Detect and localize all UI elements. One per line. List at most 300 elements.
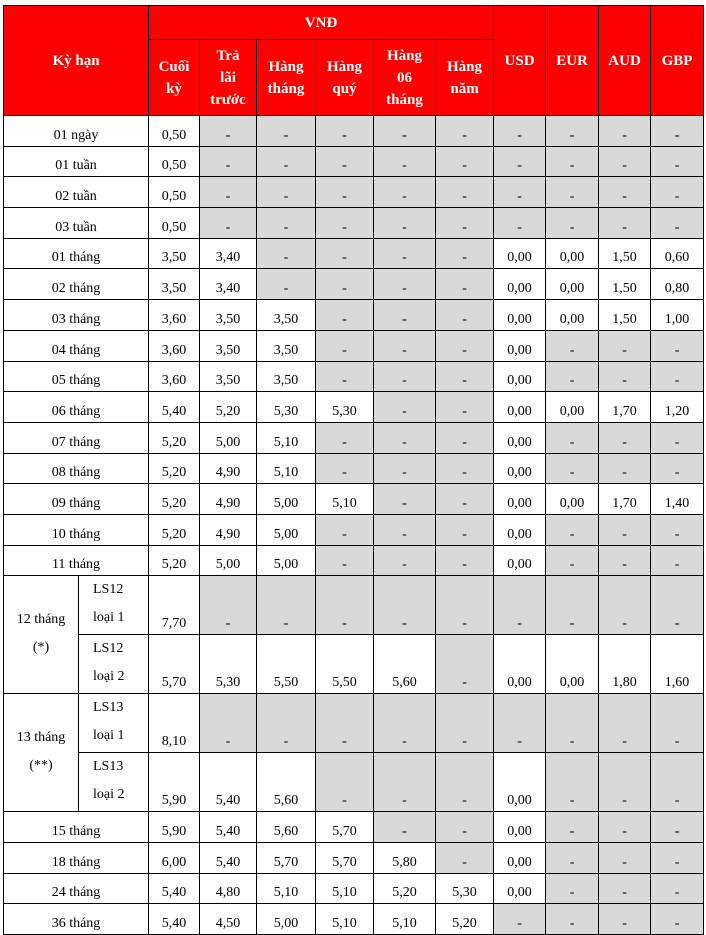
rate-cell: - (599, 904, 651, 935)
rate-cell: - (436, 453, 494, 484)
rate-cell: - (374, 361, 436, 392)
rate-cell: - (546, 422, 599, 453)
rate-cell: 5,20 (200, 392, 257, 423)
rate-cell: - (494, 694, 546, 753)
table-header (4, 6, 704, 116)
rate-cell: - (651, 116, 704, 147)
rate-cell: 5,90 (149, 812, 200, 843)
rate-cell: - (374, 269, 436, 300)
rate-cell: - (316, 576, 374, 635)
rate-cell: 1,50 (599, 300, 651, 331)
rate-cell: 5,70 (316, 812, 374, 843)
rate-cell: - (651, 753, 704, 812)
rate-cell: - (494, 146, 546, 177)
rate-cell: - (599, 576, 651, 635)
rate-cell: 1,20 (651, 392, 704, 423)
header-line: Hàng (327, 58, 363, 75)
rate-cell: 6,00 (149, 843, 200, 874)
rate-cell: 0,00 (494, 392, 546, 423)
header-vnd: VNĐ (149, 6, 494, 40)
rate-cell: - (436, 753, 494, 812)
rate-cell: - (257, 208, 316, 239)
rate-cell: - (546, 904, 599, 935)
rate-cell: 5,40 (200, 843, 257, 874)
term-cell: 11 tháng (4, 545, 149, 576)
rate-cell: - (374, 484, 436, 515)
rate-cell: - (599, 361, 651, 392)
rate-cell: - (374, 300, 436, 331)
rate-cell: - (651, 843, 704, 874)
header-vnd-col (436, 40, 494, 116)
rate-cell: 0,00 (494, 453, 546, 484)
rate-cell: - (546, 843, 599, 874)
rate-cell: - (374, 545, 436, 576)
rate-cell: - (599, 422, 651, 453)
header-line: tháng (267, 80, 305, 97)
rate-cell: - (316, 300, 374, 331)
rate-cell: 5,50 (316, 635, 374, 694)
rate-cell: - (257, 694, 316, 753)
term-cell: 02 tuần (4, 177, 149, 208)
rate-cell: 5,20 (149, 484, 200, 515)
rate-cell: 0,50 (149, 208, 200, 239)
rate-cell: 3,50 (257, 300, 316, 331)
rate-cell: - (651, 514, 704, 545)
term-cell: 09 tháng (4, 484, 149, 515)
rate-cell: - (599, 453, 651, 484)
group-term-line: 12 tháng (16, 611, 66, 627)
rate-cell: - (436, 484, 494, 515)
rate-cell: - (374, 146, 436, 177)
rate-cell: - (436, 514, 494, 545)
rate-cell: 5,70 (257, 843, 316, 874)
rate-cell: 5,00 (257, 545, 316, 576)
rate-cell: - (200, 177, 257, 208)
rate-cell: 5,30 (316, 392, 374, 423)
rate-cell: 3,50 (200, 361, 257, 392)
sub-term-line: LS12 (93, 641, 124, 657)
term-cell: 18 tháng (4, 843, 149, 874)
table-row (4, 269, 704, 300)
rate-cell: 4,90 (200, 514, 257, 545)
rate-cell: 1,60 (651, 635, 704, 694)
rate-cell: - (374, 208, 436, 239)
term-cell: 07 tháng (4, 422, 149, 453)
table-row (4, 208, 704, 239)
rate-cell: 4,90 (200, 453, 257, 484)
header-line: Hàng (268, 58, 304, 75)
rate-cell: - (257, 269, 316, 300)
rate-cell: - (546, 514, 599, 545)
rate-cell: 0,00 (494, 361, 546, 392)
rate-cell: - (546, 146, 599, 177)
rate-cell: 0,00 (494, 422, 546, 453)
rate-cell: 5,80 (374, 843, 436, 874)
header-line: 06 (397, 69, 413, 86)
table-row (4, 422, 704, 453)
rate-cell: - (599, 812, 651, 843)
table-row (4, 330, 704, 361)
rate-cell: - (651, 330, 704, 361)
rate-cell: - (436, 146, 494, 177)
header-line: Hàng (387, 47, 423, 64)
rate-cell: 5,40 (149, 904, 200, 935)
rate-cell: - (436, 545, 494, 576)
rate-cell: 5,40 (200, 753, 257, 812)
rate-cell: 4,80 (200, 873, 257, 904)
rate-cell: - (374, 392, 436, 423)
rate-cell: - (546, 545, 599, 576)
rate-cell: 1,00 (651, 300, 704, 331)
rate-cell: - (546, 753, 599, 812)
rate-cell: - (200, 146, 257, 177)
rate-cell: 1,70 (599, 484, 651, 515)
rate-cell: - (546, 694, 599, 753)
rate-cell: - (374, 238, 436, 269)
term-cell: 24 tháng (4, 873, 149, 904)
term-cell: 05 tháng (4, 361, 149, 392)
rate-cell: 7,70 (149, 576, 200, 635)
rate-cell: - (546, 453, 599, 484)
rate-cell: - (436, 635, 494, 694)
header-line: Trả (216, 47, 240, 64)
term-cell: 10 tháng (4, 514, 149, 545)
rate-cell: - (374, 453, 436, 484)
rate-cell: 0,00 (494, 812, 546, 843)
sub-term-cell (79, 635, 149, 694)
rate-cell: - (651, 873, 704, 904)
term-cell: 06 tháng (4, 392, 149, 423)
rate-cell: 1,70 (599, 392, 651, 423)
rate-cell: - (436, 843, 494, 874)
rate-cell: 5,70 (316, 843, 374, 874)
rate-cell: 5,90 (149, 753, 200, 812)
rate-cell: 3,50 (200, 300, 257, 331)
rate-cell: - (546, 812, 599, 843)
rate-cell: 5,60 (374, 635, 436, 694)
table-row (4, 300, 704, 331)
rate-cell: 5,50 (257, 635, 316, 694)
sub-term-line: LS13 (93, 759, 124, 775)
rate-cell: - (651, 812, 704, 843)
rate-cell: 5,40 (149, 392, 200, 423)
term-cell: 01 tháng (4, 238, 149, 269)
rate-cell: 0,00 (546, 484, 599, 515)
sub-term-cell (79, 576, 149, 635)
rate-cell: - (374, 422, 436, 453)
rate-cell: 0,00 (494, 753, 546, 812)
term-cell: 04 tháng (4, 330, 149, 361)
rate-cell: - (374, 753, 436, 812)
group-term-line: (*) (32, 639, 50, 655)
table-row (4, 392, 704, 423)
rate-cell: - (436, 576, 494, 635)
rate-cell: - (316, 545, 374, 576)
table-row (4, 635, 704, 694)
sub-term-line: loại 1 (93, 610, 125, 626)
sub-term-line: loại 2 (93, 669, 125, 685)
group-term-line: 13 tháng (16, 729, 66, 745)
rate-cell: - (494, 116, 546, 147)
rate-cell: - (494, 576, 546, 635)
rate-cell: - (316, 694, 374, 753)
rate-cell: - (651, 576, 704, 635)
header-line: lãi (220, 69, 236, 86)
rate-cell: - (200, 694, 257, 753)
rate-cell: - (651, 361, 704, 392)
term-cell: 01 ngày (4, 116, 149, 147)
rate-cell: - (374, 116, 436, 147)
rate-cell: - (374, 177, 436, 208)
rate-cell: - (316, 753, 374, 812)
rate-cell: - (257, 576, 316, 635)
rate-cell: 5,10 (316, 873, 374, 904)
rate-cell: 3,60 (149, 330, 200, 361)
rate-cell: 5,20 (436, 904, 494, 935)
rate-cell: 0,00 (546, 300, 599, 331)
sub-term-line: LS12 (93, 582, 124, 598)
rate-cell: 5,00 (200, 422, 257, 453)
rate-cell: 4,50 (200, 904, 257, 935)
rate-cell: - (651, 146, 704, 177)
rate-cell: - (436, 269, 494, 300)
table-row (4, 545, 704, 576)
rate-cell: - (200, 208, 257, 239)
rate-cell: 0,00 (494, 635, 546, 694)
term-cell: 08 tháng (4, 453, 149, 484)
rate-cell: - (374, 514, 436, 545)
table-row (4, 361, 704, 392)
header-line: năm (450, 80, 479, 97)
rate-cell: 0,00 (494, 300, 546, 331)
header-line: quý (332, 80, 357, 97)
rate-cell: - (494, 208, 546, 239)
table-row (4, 873, 704, 904)
header-usd: USD (494, 6, 546, 116)
rate-cell: 5,20 (149, 545, 200, 576)
header-vnd-col (316, 40, 374, 116)
rate-cell: - (200, 576, 257, 635)
rate-cell: 0,00 (494, 545, 546, 576)
term-cell: 03 tuần (4, 208, 149, 239)
header-aud: AUD (599, 6, 651, 116)
rate-cell: - (436, 694, 494, 753)
rate-cell: 5,00 (257, 514, 316, 545)
table-row (4, 238, 704, 269)
rate-cell: - (599, 545, 651, 576)
rate-cell: - (436, 392, 494, 423)
rate-cell: 5,20 (374, 873, 436, 904)
table-row (4, 146, 704, 177)
rate-cell: 5,20 (149, 422, 200, 453)
rate-cell: 5,30 (257, 392, 316, 423)
term-cell: 03 tháng (4, 300, 149, 331)
rate-cell: 5,40 (200, 812, 257, 843)
rate-cell: - (599, 873, 651, 904)
rate-cell: - (316, 177, 374, 208)
rate-cell: - (599, 514, 651, 545)
header-line: trước (210, 91, 246, 108)
header-vnd-col (257, 40, 316, 116)
rate-cell: 5,60 (257, 753, 316, 812)
rate-cell: - (436, 422, 494, 453)
header-line: Hàng (447, 58, 483, 75)
rate-cell: 5,60 (257, 812, 316, 843)
rate-cell: 1,50 (599, 238, 651, 269)
rate-cell: - (436, 300, 494, 331)
sub-term-line: LS13 (93, 700, 124, 716)
rate-cell: 0,50 (149, 116, 200, 147)
term-cell: 36 tháng (4, 904, 149, 935)
rate-cell: - (651, 453, 704, 484)
group-term-cell (4, 694, 79, 812)
rate-cell: 5,70 (149, 635, 200, 694)
rate-cell: - (599, 177, 651, 208)
rate-cell: - (546, 177, 599, 208)
rate-cell: 0,00 (546, 392, 599, 423)
rate-cell: 0,80 (651, 269, 704, 300)
rate-cell: - (651, 694, 704, 753)
rate-cell: 0,00 (494, 484, 546, 515)
rate-cell: 5,10 (316, 904, 374, 935)
table-row (4, 576, 704, 635)
rate-cell: - (257, 238, 316, 269)
table-row (4, 753, 704, 812)
rate-cell: - (651, 177, 704, 208)
rate-cell: - (651, 208, 704, 239)
rate-cell: - (546, 361, 599, 392)
rate-cell: - (436, 238, 494, 269)
rate-cell: 3,50 (200, 330, 257, 361)
header-line: tháng (386, 91, 423, 108)
rate-cell: 3,50 (149, 238, 200, 269)
rate-cell: - (316, 361, 374, 392)
rate-cell: - (316, 146, 374, 177)
header-vnd-col (374, 40, 436, 116)
rate-cell: 3,60 (149, 361, 200, 392)
rate-cell: 0,00 (494, 238, 546, 269)
rate-cell: 1,40 (651, 484, 704, 515)
rate-cell: - (651, 422, 704, 453)
header-eur: EUR (546, 6, 599, 116)
table-row (4, 843, 704, 874)
rate-cell: 5,30 (436, 873, 494, 904)
term-cell: 02 tháng (4, 269, 149, 300)
table-row (4, 812, 704, 843)
rate-cell: - (546, 116, 599, 147)
rate-cell: - (494, 177, 546, 208)
rate-cell: 3,60 (149, 300, 200, 331)
rate-cell: 5,00 (257, 904, 316, 935)
table-row (4, 514, 704, 545)
rate-cell: 3,50 (149, 269, 200, 300)
rate-cell: 0,00 (494, 514, 546, 545)
rate-cell: - (374, 694, 436, 753)
rate-cell: - (546, 873, 599, 904)
rate-cell: - (316, 208, 374, 239)
rate-cell: - (599, 116, 651, 147)
rate-cell: - (374, 576, 436, 635)
table-row (4, 904, 704, 935)
rate-cell: 5,20 (149, 453, 200, 484)
rate-cell: 0,50 (149, 146, 200, 177)
rate-cell: 5,10 (316, 484, 374, 515)
header-term: Kỳ hạn (4, 6, 149, 116)
rate-cell: - (599, 208, 651, 239)
rate-cell: - (257, 116, 316, 147)
rate-cell: - (316, 453, 374, 484)
header-vnd-col (149, 40, 200, 116)
term-cell: 15 tháng (4, 812, 149, 843)
rate-cell: - (651, 545, 704, 576)
rate-cell: 0,00 (494, 843, 546, 874)
rate-cell: - (436, 116, 494, 147)
rate-cell: 0,00 (546, 238, 599, 269)
rate-cell: 3,50 (257, 361, 316, 392)
rate-cell: 3,40 (200, 269, 257, 300)
header-gbp: GBP (651, 6, 704, 116)
header-vnd-col (200, 40, 257, 116)
rate-cell: - (316, 269, 374, 300)
rate-cell: - (436, 208, 494, 239)
rate-cell: - (436, 177, 494, 208)
rate-cell: - (200, 116, 257, 147)
group-term-line: (**) (29, 757, 53, 773)
rate-cell: 3,50 (257, 330, 316, 361)
sub-term-line: loại 1 (93, 728, 125, 744)
rate-cell: - (316, 422, 374, 453)
rate-cell: - (316, 116, 374, 147)
rate-cell: 0,00 (494, 873, 546, 904)
rate-cell: 4,90 (200, 484, 257, 515)
rate-cell: - (546, 330, 599, 361)
header-line: Cuối (158, 58, 190, 75)
rate-cell: - (599, 843, 651, 874)
table-row (4, 177, 704, 208)
rate-cell: - (374, 812, 436, 843)
rate-cell: 5,10 (374, 904, 436, 935)
rate-cell: - (316, 514, 374, 545)
rate-cell: - (374, 330, 436, 361)
rate-cell: - (494, 904, 546, 935)
table-row (4, 484, 704, 515)
rate-cell: 5,10 (257, 873, 316, 904)
sub-term-line: loại 2 (93, 787, 125, 803)
sub-term-cell (79, 694, 149, 753)
rate-cell: 1,80 (599, 635, 651, 694)
table-body (4, 116, 704, 935)
rate-cell: - (599, 694, 651, 753)
rate-cell: 5,00 (200, 545, 257, 576)
rate-cell: - (436, 361, 494, 392)
rate-cell: 5,20 (149, 514, 200, 545)
rate-cell: - (546, 208, 599, 239)
rate-cell: 0,00 (546, 635, 599, 694)
rate-cell: - (651, 904, 704, 935)
rate-cell: 3,40 (200, 238, 257, 269)
rate-cell: 5,30 (200, 635, 257, 694)
rate-cell: - (316, 238, 374, 269)
rate-cell: 1,50 (599, 269, 651, 300)
rate-cell: - (599, 330, 651, 361)
rate-cell: - (599, 146, 651, 177)
rate-cell: 0,00 (546, 269, 599, 300)
rate-cell: - (436, 330, 494, 361)
table-row (4, 694, 704, 753)
table-row (4, 116, 704, 147)
rate-cell: 0,00 (494, 269, 546, 300)
sub-term-cell (79, 753, 149, 812)
